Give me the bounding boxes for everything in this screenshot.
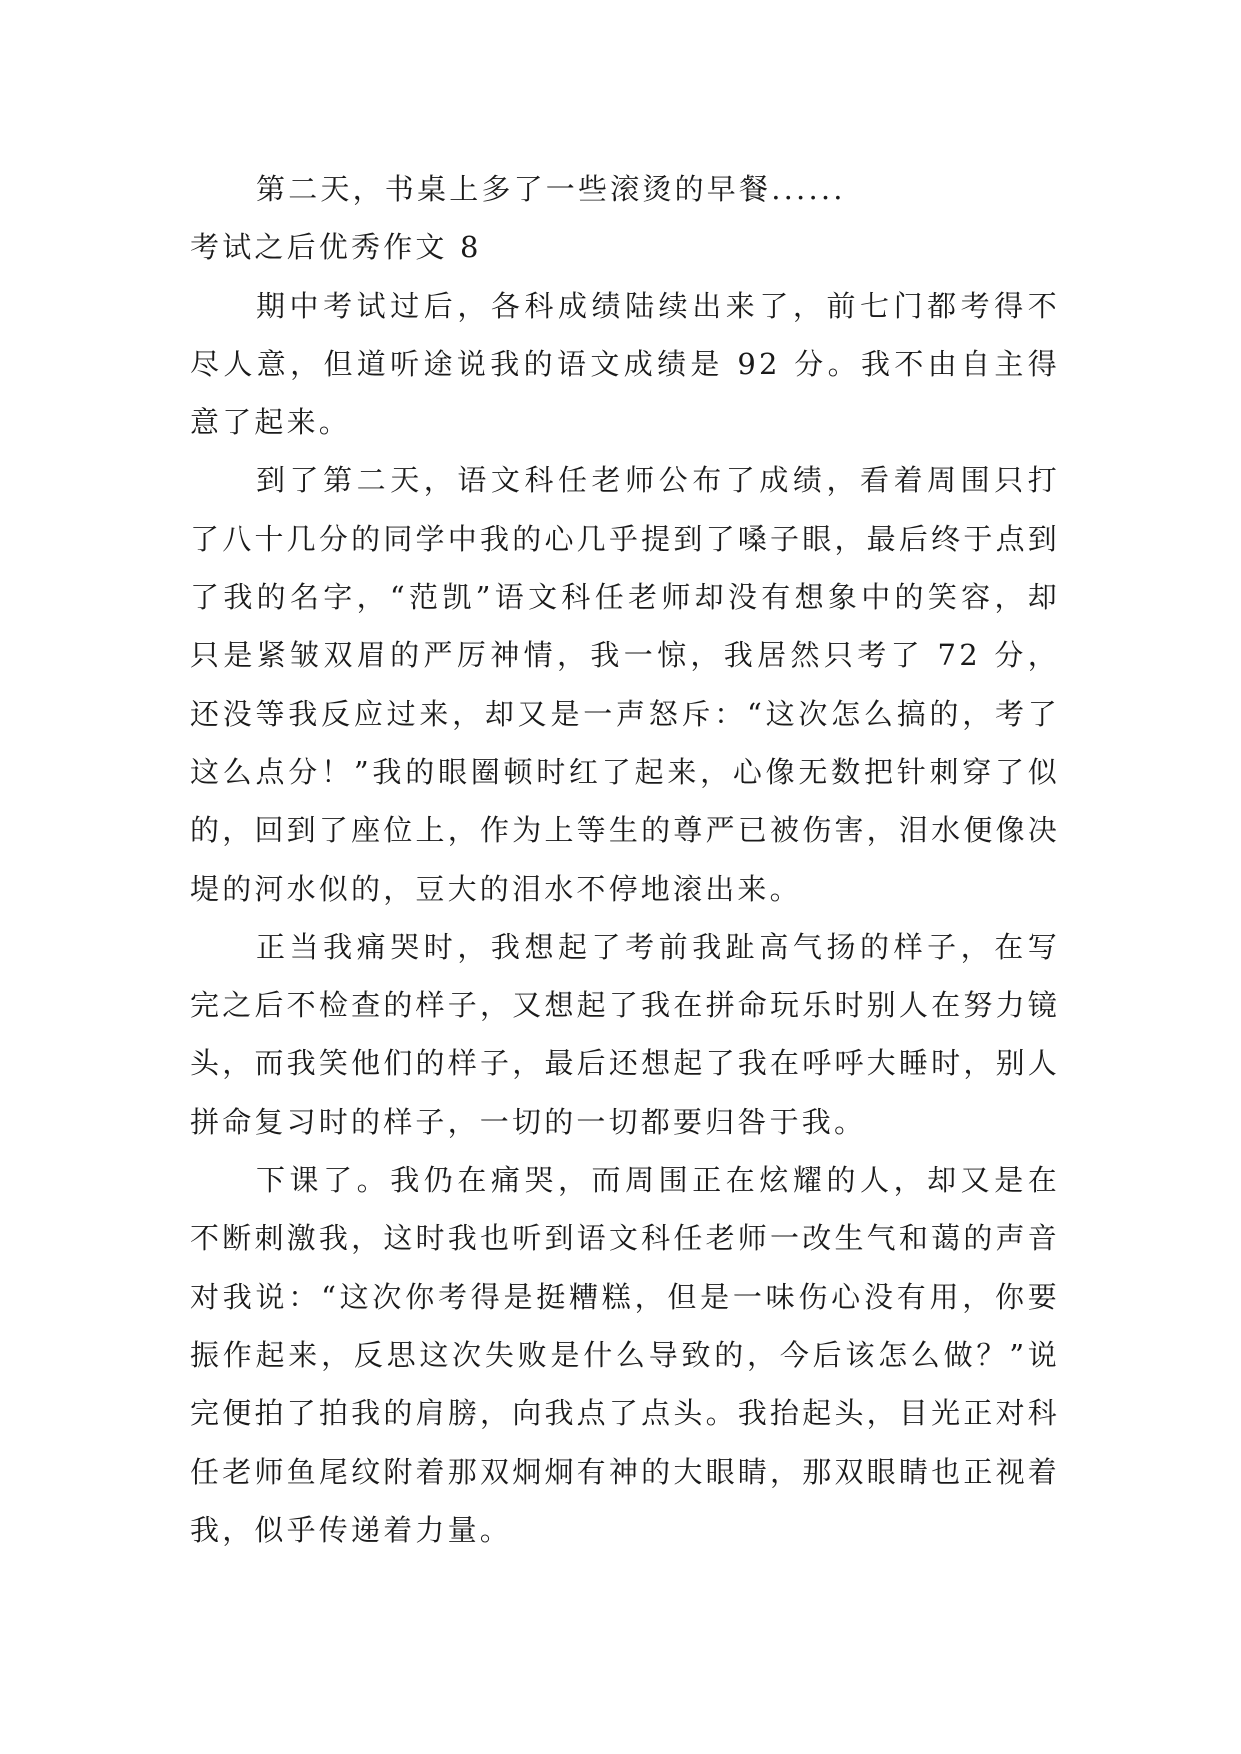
paragraph-teacher-encouragement: 下课了。我仍在痛哭，而周围正在炫耀的人，却又是在不断刺激我，这时我也听到语文科任老师一改生气和蔼的声音对我说：“这次你考得是挺糟糕，但是一味伤心没有用，你要振作起来，反思这次失败是什么导致的，今后该怎么做？”说完便拍了拍我的肩膀，向我点了点头。我抬起头，目光正对科任老师鱼尾纹附着那双炯炯有神的大眼睛，那双眼睛也正视着我，似乎传递着力量。	[190, 1163, 1060, 1547]
paragraph-reflection: 正当我痛哭时，我想起了考前我趾高气扬的样子，在写完之后不检查的样子，又想起了我在拼命玩乐时别人在努力镜头，而我笑他们的样子，最后还想起了我在呼呼大睡时，别人拼命复习时的样子，一切的一切都要归咎于我。	[190, 929, 1060, 1139]
paragraph-midterm: 期中考试过后，各科成绩陆续出来了，前七门都考得不尽人意，但道听途说我的语文成绩是 92 分。我不由自主得意了起来。	[190, 288, 1060, 440]
paragraph-grades-announced: 到了第二天，语文科任老师公布了成绩，看着周围只打了八十几分的同学中我的心几乎提到了嗓子眼，最后终于点到了我的名字，“范凯”语文科任老师却没有想象中的笑容，却只是紧皱双眉的严厉神情，我一惊，我居然只考了 72 分，还没等我反应过来，却又是一声怒斥：“这次怎么搞的，考了这么点分！”我的眼圈顿时红了起来，心像无数把针刺穿了似的，回到了座位上，作为上等生的尊严已被伤害，泪水便像决堤的河水似的，豆大的泪水不停地滚出来。	[190, 463, 1060, 906]
document-body	[190, 160, 1060, 1559]
paragraph-breakfast: 第二天，书桌上多了一些滚烫的早餐......	[256, 172, 846, 206]
essay-title: 考试之后优秀作文 8	[190, 230, 482, 265]
